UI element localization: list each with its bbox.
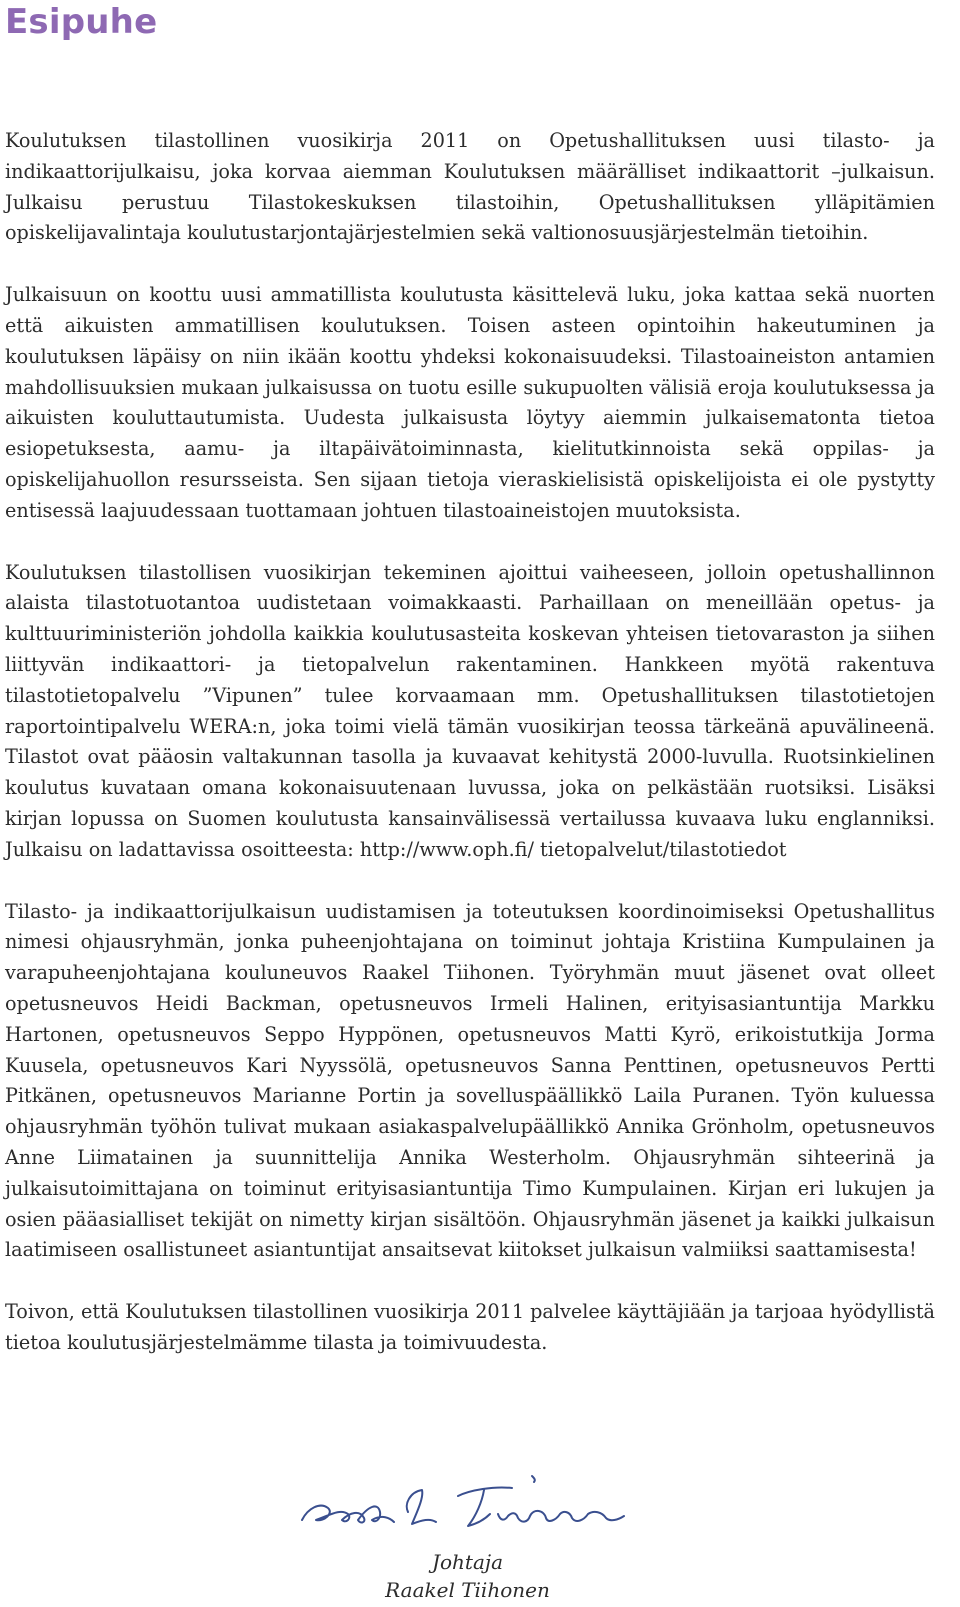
paragraph-3: Koulutuksen tilastollisen vuosikirjan tekeminen ajoittui vaiheeseen, jolloin opetushallinnon alaista tilastotuotantoa uudistetaan voimakkaasti. Parhaillaan on meneillään opetus- ja kulttuuriministeriön johdolla kaikkia koulutusasteita koskevan yhteisen tietovaraston ja siihen liittyvän indikaattori- ja tietopalvelun rakentaminen. Hankkeen myötä rakentuva tilastotietopalvelu ”Vipunen” tulee korvaamaan mm. Opetushallituksen tilastotietojen raportointipalvelu WERA:n, joka toimi vielä tämän vuosikirjan teossa tärkeänä apuvälineenä. Tilastot ovat pääosin valtakunnan tasolla ja kuvaavat kehitystä 2000-luvulla. Ruotsinkielinen koulutus kuvataan omana kokonaisuutenaan luvussa, joka on pelkästään ruotsiksi. Lisäksi kirjan lopussa on Suomen koulutusta kansainvälisessä vertailussa kuvaava luku englanniksi. Julkaisu on ladattavissa osoitteesta: http://www.oph.fi/ tietopalvelut/tilastotiedot (5, 560, 935, 861)
paragraph-5: Toivon, että Koulutuksen tilastollinen vuosikirja 2011 palvelee käyttäjiään ja tarjoaa hyödyllistä tietoa koulutusjärjestelmämme tilasta ja toimivuudesta. (5, 1300, 935, 1354)
body-text (5, 126, 935, 1390)
signature-block (340, 1548, 595, 1604)
signer-role: Johtaja (431, 1550, 504, 1574)
signer-name: Raakel Tiihonen (385, 1578, 550, 1602)
paragraph-2: Julkaisuun on koottu uusi ammatillista koulutusta käsittelevä luku, joka kattaa sekä nuorten että aikuisten ammatillisen koulutuksen. Toisen asteen opintoihin hakeutuminen ja koulutuksen läpäisy on niin ikään koottu yhdeksi kokonaisuudeksi. Tilastoaineiston antamien mahdollisuuksien mukaan julkaisussa on tuotu esille sukupuolten välisiä eroja koulutuksessa ja aikuisten kouluttautumista. Uudesta julkaisusta löytyy aiemmin julkaisematonta tietoa esiopetuksesta, aamu- ja iltapäivätoiminnasta, kielitutkinnoista sekä oppilas- ja opiskelijahuollon resursseista. Sen sijaan tietoja vieraskielisistä opiskelijoista ei ole pystytty entisessä laajuudessaan tuottamaan johtuen tilastoaineistojen muutoksista. (5, 283, 935, 522)
paragraph-4: Tilasto- ja indikaattorijulkaisun uudistamisen ja toteutuksen koordinoimiseksi Opetushallitus nimesi ohjausryhmän, jonka puheenjohtajana on toiminut johtaja Kristiina Kumpulainen ja varapuheenjohtajana kouluneuvos Raakel Tiihonen. Työryhmän muut jäsenet ovat olleet opetusneuvos Heidi Backman, opetusneuvos Irmeli Halinen, erityisasiantuntija Markku Hartonen, opetusneuvos Seppo Hyppönen, opetusneuvos Matti Kyrö, erikoistutkija Jorma Kuusela, opetusneuvos Kari Nyyssölä, opetusneuvos Sanna Penttinen, opetusneuvos Pertti Pitkänen, opetusneuvos Marianne Portin ja sovelluspäällikkö Laila Puranen. Työn kuluessa ohjausryhmän työhön tulivat mukaan asiakaspalvelupäällikkö Annika Grönholm, opetusneuvos Anne Liimatainen ja suunnittelija Annika Westerholm. Ohjausryhmän sihteerinä ja julkaisutoimittajana on toiminut erityisasiantuntija Timo Kumpulainen. Kirjan eri lukujen ja osien pääasialliset tekijät on nimetty kirjan sisältöön. Ohjausryhmän jäsenet ja kaikki julkaisun laatimiseen osallistuneet asiantuntijat ansaitsevat kiitokset julkaisun valmiiksi saattamisesta! (5, 899, 935, 1262)
paragraph-1: Koulutuksen tilastollinen vuosikirja 2011 on Opetushallituksen uusi tilasto- ja indikaattorijulkaisu, joka korvaa aiemman Koulutuksen määrälliset indikaattorit –julkaisun. Julkaisu perustuu Tilastokeskuksen tilastoihin, Opetushallituksen ylläpitämien opiskelijavalintaja koulutustarjontajärjestelmien sekä valtionosuusjärjestelmän tietoihin. (5, 129, 935, 245)
handwritten-signature (298, 1468, 628, 1540)
page-title: Esipuhe (5, 2, 158, 42)
